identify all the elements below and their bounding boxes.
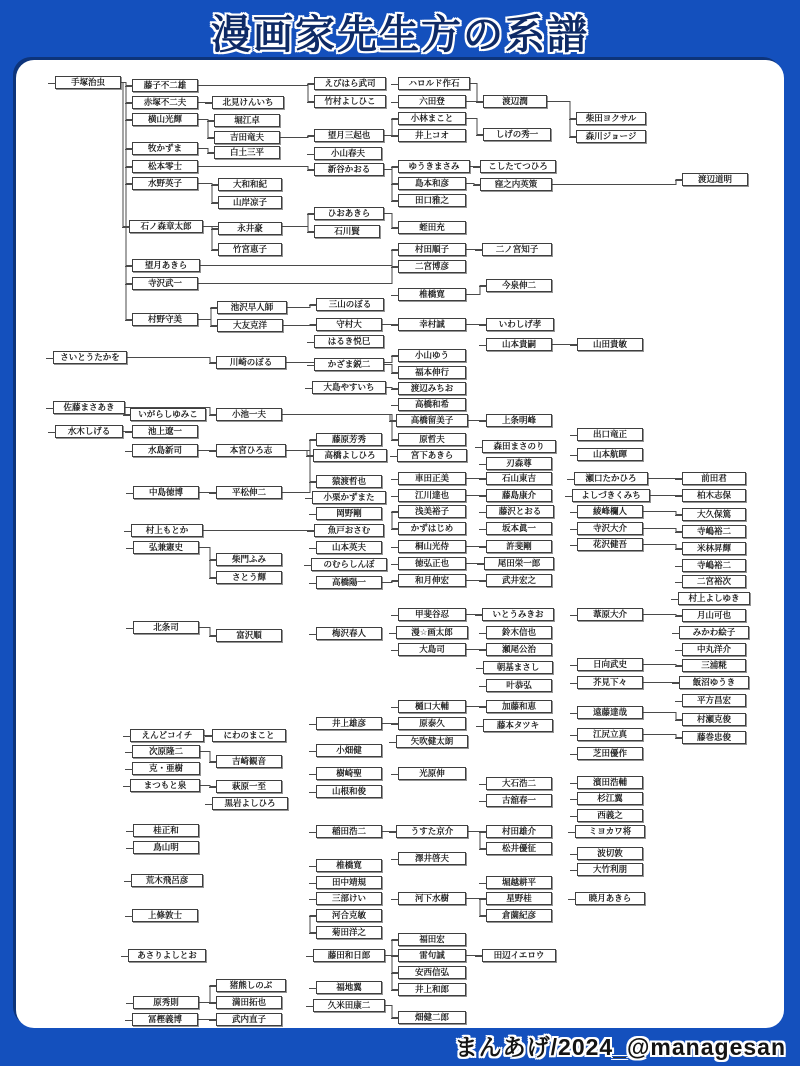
node-box: 椎橋寛 xyxy=(316,859,382,872)
node-box: 田中靖規 xyxy=(316,876,382,889)
genealogy-panel xyxy=(16,60,784,1028)
node-box: 樋口大輔 xyxy=(398,700,466,713)
node-box: 安西信弘 xyxy=(398,966,466,979)
node-box: 月山可也 xyxy=(682,609,746,622)
node-box: 黒岩よしひろ xyxy=(212,797,288,810)
node-box: 漫☆画太郎 xyxy=(396,626,468,639)
node-box: ハロルド作石 xyxy=(398,77,470,90)
node-box: 猪熊しのぶ xyxy=(216,979,286,992)
node-box: 倉薗紀彦 xyxy=(486,909,552,922)
node-box: 森田まさのり xyxy=(482,440,556,453)
node-box: 堀越耕平 xyxy=(486,876,552,889)
node-box: 出口竜正 xyxy=(577,428,643,441)
node-box: 冨樫義博 xyxy=(132,1013,198,1026)
node-box: 堀江卓 xyxy=(214,114,280,127)
node-box: 寺沢武一 xyxy=(132,277,198,290)
node-box: 稲田浩二 xyxy=(316,825,382,838)
node-box: 瀬尾公治 xyxy=(486,643,552,656)
node-box: 花沢健吾 xyxy=(577,538,643,551)
node-box: のむらしんぼ xyxy=(311,558,387,571)
node-box: 雷句誠 xyxy=(398,949,466,962)
node-box: 岡野剛 xyxy=(316,507,382,520)
node-box: 小池一夫 xyxy=(216,408,282,421)
node-box: 田口雅之 xyxy=(398,194,466,207)
node-box: 水野英子 xyxy=(132,177,198,190)
node-box: 村上もとか xyxy=(131,524,203,537)
node-box: 濱田浩輔 xyxy=(577,776,643,789)
node-box: 大島やすいち xyxy=(312,381,386,394)
node-box: しげの秀一 xyxy=(483,128,551,141)
node-box: 竹宮恵子 xyxy=(218,243,282,256)
node-box: 二宮裕次 xyxy=(682,575,746,588)
node-box: 大竹利朋 xyxy=(577,863,643,876)
node-box: 窪之内英策 xyxy=(480,178,552,191)
node-box: 村瀬克俊 xyxy=(682,713,746,726)
node-box: 桂正和 xyxy=(133,824,199,837)
node-box: 原秀則 xyxy=(133,996,199,1009)
node-box: 川崎のぼる xyxy=(216,356,286,369)
node-box: 村上よしゆき xyxy=(678,592,750,605)
node-box: 水木しげる xyxy=(55,425,123,438)
node-box: 萩原一至 xyxy=(216,780,282,793)
node-box: 幸村誠 xyxy=(398,318,466,331)
node-box: 小畑健 xyxy=(316,744,382,757)
node-box: 吉田竜夫 xyxy=(214,131,280,144)
node-box: 渡辺潤 xyxy=(483,95,547,108)
node-box: 二宮博彦 xyxy=(398,260,466,273)
node-box: 刃森尊 xyxy=(486,457,552,470)
node-box: 村野守美 xyxy=(132,313,198,326)
node-box: 藤島康介 xyxy=(486,489,552,502)
node-box: 池上遼一 xyxy=(132,425,198,438)
node-box: 柴門ふみ xyxy=(216,553,282,566)
node-box: 河合克敏 xyxy=(316,909,382,922)
node-box: 加藤和恵 xyxy=(486,700,552,713)
node-box: ゆうきまさみ xyxy=(398,160,470,173)
node-box: 浅美裕子 xyxy=(398,505,466,518)
node-box: 大和和紀 xyxy=(218,178,282,191)
node-box: 高橋よしひろ xyxy=(313,449,387,462)
node-box: 原泰久 xyxy=(398,717,466,730)
title-bar xyxy=(0,0,800,62)
node-box: 綾峰欄人 xyxy=(577,505,643,518)
node-box: 江川達也 xyxy=(398,489,466,502)
node-box: 寺沢大介 xyxy=(577,522,643,535)
node-box: 大久保篤 xyxy=(682,508,746,521)
node-box: 大友克洋 xyxy=(217,319,283,332)
node-box: 北見けんいち xyxy=(212,96,284,109)
node-box: 渡辺みちお xyxy=(398,382,466,395)
node-box: ひおあきら xyxy=(314,207,384,220)
node-box: 小山ゆう xyxy=(398,349,466,362)
node-box: 平松伸二 xyxy=(216,486,282,499)
node-box: あさりよしとお xyxy=(128,949,206,962)
node-box: 鳥山明 xyxy=(133,841,199,854)
node-box: 柏木志保 xyxy=(682,489,746,502)
node-box: 江尻立真 xyxy=(577,728,643,741)
node-box: はるき悦巳 xyxy=(314,335,384,348)
node-box: えびはら武司 xyxy=(314,77,386,90)
node-box: 芝田優作 xyxy=(577,747,643,760)
node-box: 杉江翼 xyxy=(577,792,643,805)
node-box: 福地翼 xyxy=(316,981,382,994)
node-box: かずはじめ xyxy=(398,522,466,535)
node-box: 蛭田充 xyxy=(398,221,466,234)
credit-watermark: まんあげ/2024_@managesan xyxy=(454,1034,786,1060)
node-box: 久米田康二 xyxy=(313,999,385,1012)
node-box: いとうみきお xyxy=(482,608,554,621)
node-box: 高橋和希 xyxy=(398,398,466,411)
node-box: 本宮ひろ志 xyxy=(216,444,286,457)
node-box: こしたてつひろ xyxy=(480,160,556,173)
node-box: 高橋陽一 xyxy=(316,576,382,589)
node-box: 吉崎観音 xyxy=(216,755,282,768)
node-box: 大島司 xyxy=(398,643,466,656)
node-box: うすた京介 xyxy=(396,825,468,838)
node-box: えんどコイチ xyxy=(130,729,204,742)
node-box: 石ノ森章太郎 xyxy=(129,220,203,233)
node-box: 森川ジョージ xyxy=(576,130,646,143)
node-box: 日向武史 xyxy=(577,658,643,671)
node-box: 松本零士 xyxy=(132,160,198,173)
node-box: 鈴木信也 xyxy=(486,626,552,639)
node-box: 島本和彦 xyxy=(398,177,466,190)
node-box: 小栗かずまた xyxy=(312,491,386,504)
node-box: 石川賢 xyxy=(314,225,380,238)
node-box: 山本航暉 xyxy=(577,448,643,461)
node-box: 猿渡哲也 xyxy=(316,475,382,488)
node-box: 高橋留美子 xyxy=(396,414,468,427)
node-box: 井上雄彦 xyxy=(316,717,382,730)
node-box: 横山光輝 xyxy=(132,113,198,126)
node-box: 原哲夫 xyxy=(398,433,466,446)
node-box: 宮下あきら xyxy=(397,449,467,462)
node-box: 二ノ宮知子 xyxy=(482,243,552,256)
node-box: いがらしゆみこ xyxy=(130,408,206,421)
node-box: みかわ絵子 xyxy=(679,626,749,639)
node-box: 上条明峰 xyxy=(486,414,552,427)
node-box: 矢吹健太朗 xyxy=(396,735,468,748)
node-box: 寺嶋裕二 xyxy=(682,525,746,538)
node-box: 飯沼ゆうき xyxy=(679,676,749,689)
node-box: 佐藤まさあき xyxy=(53,401,125,414)
node-box: 遠藤達哉 xyxy=(577,706,643,719)
node-box: 寺嶋裕二 xyxy=(682,559,746,572)
node-box: 魚戸おさむ xyxy=(314,524,384,537)
node-box: 三浦糀 xyxy=(682,659,746,672)
node-box: 山根和俊 xyxy=(316,785,382,798)
node-box: 富沢順 xyxy=(216,629,282,642)
node-box: 北条司 xyxy=(133,621,199,634)
node-box: 永井豪 xyxy=(218,222,282,235)
node-box: 福本伸行 xyxy=(398,366,466,379)
node-box: 藤子不二雄 xyxy=(132,79,198,92)
node-box: 池沢早人師 xyxy=(217,301,287,314)
node-box: 古舘春一 xyxy=(486,794,552,807)
node-box: 井上和郎 xyxy=(398,983,466,996)
node-box: 渡辺道明 xyxy=(682,173,748,186)
diagram-title: 漫画家先生方の系譜 xyxy=(211,12,589,57)
node-box: 山本貴嗣 xyxy=(486,338,552,351)
node-box: 次原隆二 xyxy=(132,745,200,758)
node-box: さいとうたかを xyxy=(53,351,127,364)
node-box: 望月あきら xyxy=(132,259,200,272)
node-box: 暁月あきら xyxy=(575,892,645,905)
node-box: 井上コオ xyxy=(398,129,466,142)
node-box: 甲斐谷忍 xyxy=(398,608,466,621)
node-box: 河下水樹 xyxy=(398,892,466,905)
node-box: 上條敦士 xyxy=(132,909,198,922)
node-box: 藤本タツキ xyxy=(483,719,553,732)
node-box: 光原伸 xyxy=(398,767,466,780)
node-box: 三山のぼる xyxy=(316,298,384,311)
node-box: 克・亜樹 xyxy=(132,762,200,775)
node-box: 荒木飛呂彦 xyxy=(131,874,203,887)
node-box: 小林まこと xyxy=(398,112,466,125)
node-box: 西義之 xyxy=(577,809,643,822)
node-box: 竹村よしひこ xyxy=(314,95,386,108)
node-box: 赤塚不二夫 xyxy=(132,96,198,109)
node-box: 石山東吉 xyxy=(486,472,552,485)
node-box: 和月伸宏 xyxy=(398,574,466,587)
node-box: 芥見下々 xyxy=(577,676,643,689)
node-box: かざま鋭二 xyxy=(314,358,384,371)
node-box: 水島新司 xyxy=(132,444,198,457)
node-box: 望月三起也 xyxy=(314,129,384,142)
node-box: 坂本眞一 xyxy=(486,522,552,535)
node-box: 朝基まさし xyxy=(483,661,553,674)
node-box: 椎橋寛 xyxy=(398,288,466,301)
node-box: 田辺イエロウ xyxy=(482,949,556,962)
node-box: よしづきくみち xyxy=(572,489,650,502)
node-box: 守村大 xyxy=(316,318,382,331)
node-box: 中丸洋介 xyxy=(682,643,746,656)
node-box: 満田拓也 xyxy=(216,996,282,1009)
node-box: 村田雄介 xyxy=(486,825,552,838)
node-box: 弘兼憲史 xyxy=(133,541,199,554)
node-box: 柴田ヨクサル xyxy=(576,112,646,125)
node-box: 今泉伸二 xyxy=(486,279,552,292)
node-box: 藤原芳秀 xyxy=(316,433,382,446)
node-box: 波切敦 xyxy=(577,847,643,860)
node-box: 山本英夫 xyxy=(316,541,382,554)
node-box: 瀬口たかひろ xyxy=(574,472,648,485)
node-box: 中島徳博 xyxy=(133,486,199,499)
node-box: 藤巻忠俊 xyxy=(682,731,746,744)
node-box: 山岸凉子 xyxy=(218,196,282,209)
node-box: 手塚治虫 xyxy=(55,76,121,89)
node-box: 車田正美 xyxy=(398,472,466,485)
node-box: 米林昇輝 xyxy=(682,542,746,555)
node-box: 澤井啓夫 xyxy=(398,852,466,865)
node-box: 平方昌宏 xyxy=(682,694,746,707)
node-box: 三部けい xyxy=(316,892,382,905)
node-box: まつもと泉 xyxy=(130,779,200,792)
node-box: 菊田洋之 xyxy=(316,926,382,939)
node-box: さとう輝 xyxy=(216,571,282,584)
node-box: 畑健二郎 xyxy=(398,1011,466,1024)
node-box: ミヨカワ将 xyxy=(575,825,645,838)
node-box: 藤沢とおる xyxy=(486,505,554,518)
node-box: 松井優征 xyxy=(486,842,552,855)
node-box: 葦原大介 xyxy=(577,608,643,621)
node-box: 武井宏之 xyxy=(486,574,552,587)
node-box: 山田貴敏 xyxy=(577,338,643,351)
node-box: 前田君 xyxy=(682,472,746,485)
node-box: 叶恭弘 xyxy=(486,679,552,692)
node-box: 徳弘正也 xyxy=(398,557,466,570)
node-box: いわしげ孝 xyxy=(486,318,554,331)
node-box: 許斐剛 xyxy=(486,540,552,553)
node-box: 村田順子 xyxy=(398,243,466,256)
node-box: 白土三平 xyxy=(214,146,280,159)
node-box: にわのまこと xyxy=(212,729,286,742)
node-box: 樹崎聖 xyxy=(316,767,382,780)
node-box: 尾田栄一郎 xyxy=(484,557,554,570)
node-box: 新谷かおる xyxy=(314,163,384,176)
node-box: 武内直子 xyxy=(216,1013,282,1026)
node-box: 桐山光侍 xyxy=(398,540,466,553)
node-box: 藤田和日郎 xyxy=(313,949,385,962)
node-box: 福田宏 xyxy=(398,933,466,946)
node-box: 星野桂 xyxy=(486,892,552,905)
node-box: 小山春夫 xyxy=(314,147,382,160)
node-box: 六田登 xyxy=(398,95,466,108)
node-box: 牧かずま xyxy=(132,142,198,155)
node-box: 大石浩二 xyxy=(486,777,552,790)
node-box: 梅沢春人 xyxy=(316,627,382,640)
